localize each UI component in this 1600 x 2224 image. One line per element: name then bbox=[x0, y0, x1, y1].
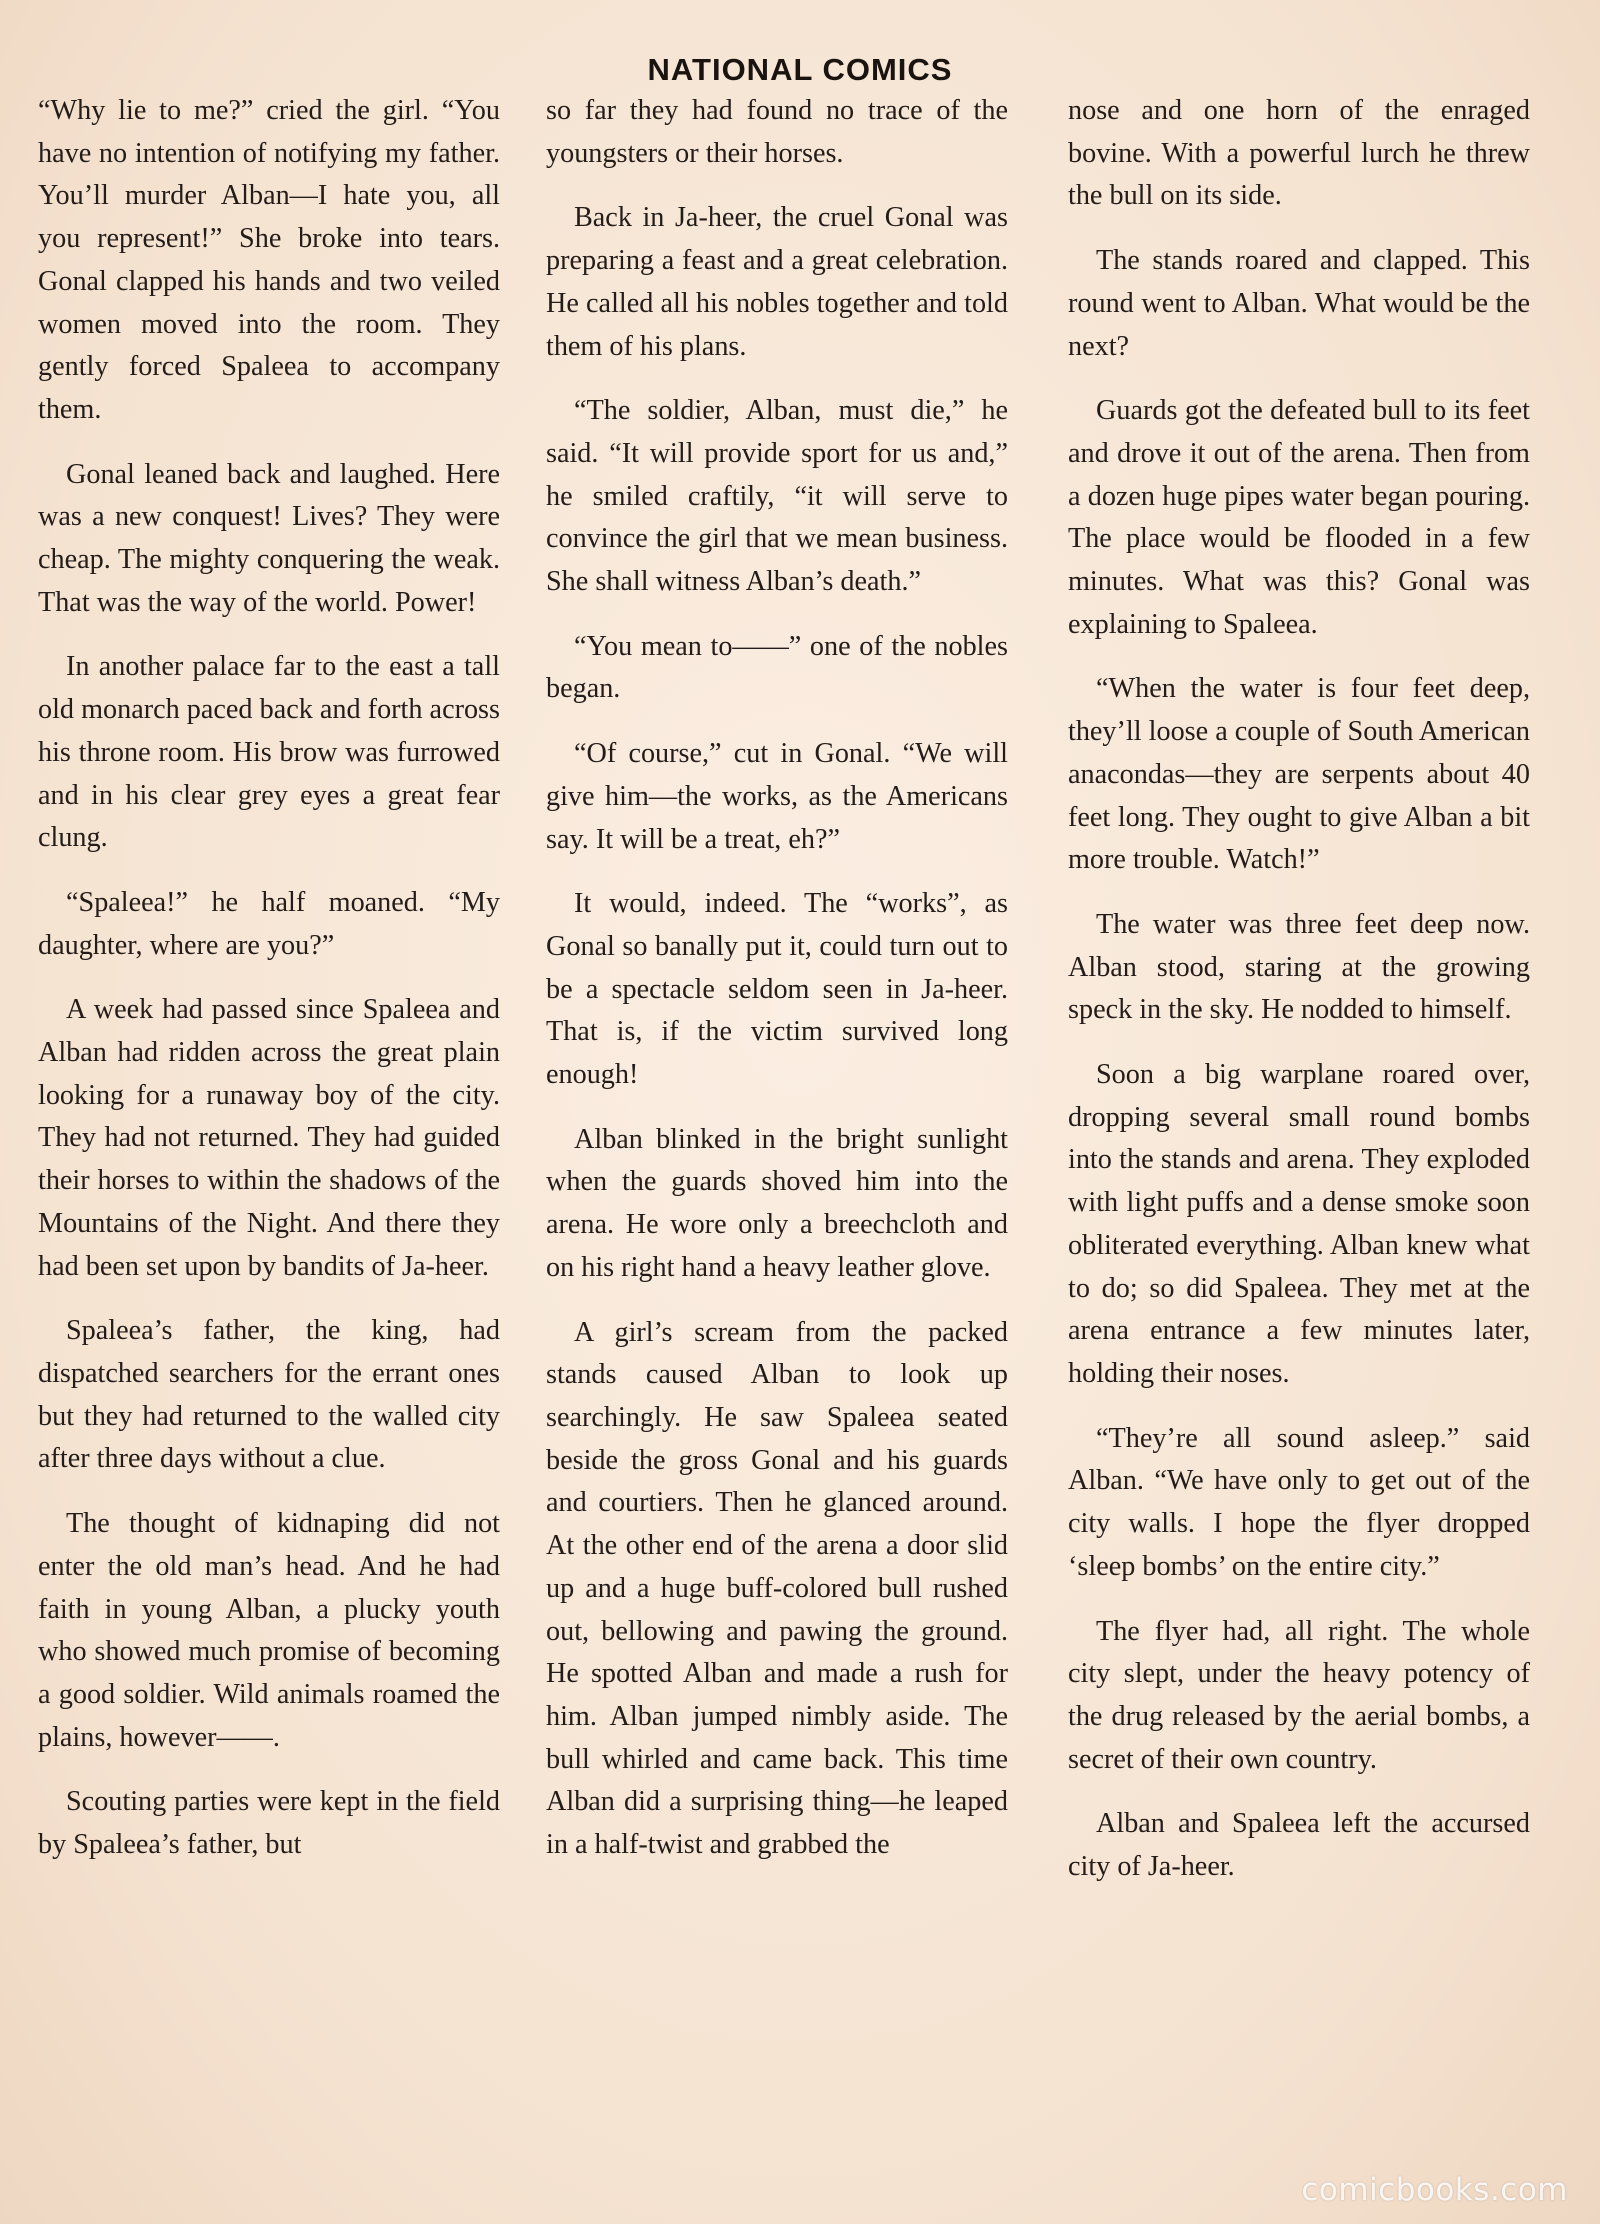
paragraph: “Of course,” cut in Gonal. “We will give him—the works, as the Americans say. It will be a treat, eh?” bbox=[546, 738, 1008, 855]
paragraph: “They’re all sound asleep.” said Alban. “We have only to get out of the city walls. I hope the flyer dropped ‘sleep bombs’ on the entire city.” bbox=[1068, 1422, 1530, 1582]
paragraph: “Why lie to me?” cried the girl. “You have no intention of notifying my father. You’ll murder Alban—I hate you, all you represent!” She broke into tears. Gonal clapped his hands and two veiled women moved into the room. They gently forced Spaleea to accompany them. bbox=[38, 95, 500, 425]
paragraph: The water was three feet deep now. Alban stood, staring at the growing speck in the sky. He nodded to himself. bbox=[1068, 908, 1530, 1026]
page-header: NATIONAL COMICS bbox=[647, 52, 953, 87]
paragraph: Guards got the defeated bull to its feet and drove it out of the arena. Then from a dozen huge pipes water began pouring. The place would be flooded in a few minutes. What was this? Gonal was explaining to Spaleea. bbox=[1068, 395, 1530, 640]
paragraph: Soon a big warplane roared over, dropping several small round bombs into the stands and arena. They exploded with light puffs and a dense smoke soon obliterated everything. Alban knew what to do; so did Spaleea. They met at the arena entrance a few minutes later, holding their noses. bbox=[1068, 1059, 1530, 1389]
paragraph: Back in Ja-heer, the cruel Gonal was preparing a feast and a great celebration. He called all his nobles together and told them of his plans. bbox=[546, 202, 1008, 362]
paragraph: The stands roared and clapped. This round went to Alban. What would be the next? bbox=[1068, 245, 1530, 362]
paragraph: so far they had found no trace of the youngsters or their horses. bbox=[546, 95, 1008, 169]
paragraph: Gonal leaned back and laughed. Here was a new conquest! Lives? They were cheap. The mighty conquering the weak. That was the way of the world. Power! bbox=[38, 458, 500, 618]
paragraph: “Spaleea!” he half moaned. “My daughter, where are you?” bbox=[38, 886, 500, 961]
paragraph: A girl’s scream from the packed stands caused Alban to look up searchingly. He saw Spaleea seated beside the gross Gonal and his guards and courtiers. Then he glanced around. At the other end of the arena a door slid up and a huge buff-colored bull rushed out, bellowing and pawing the ground. He spotted Alban and made a rush for him. Alban jumped nimbly aside. The bull whirled and came back. This time Alban did a surprising thing—he leaped in a half-twist and grabbed the bbox=[546, 1316, 1008, 1861]
paragraph: Alban blinked in the bright sunlight when the guards shoved him into the arena. He wore only a breechcloth and on his right hand a heavy leather glove. bbox=[546, 1123, 1008, 1283]
watermark: comicbooks.com bbox=[1301, 2172, 1568, 2208]
paragraph: nose and one horn of the enraged bovine. With a powerful lurch he threw the bull on its side. bbox=[1068, 95, 1530, 212]
paragraph: Spaleea’s father, the king, had dispatched searchers for the errant ones but they had returned to the walled city after three days without a clue. bbox=[38, 1315, 500, 1475]
paragraph: “The soldier, Alban, must die,” he said. “It will provide sport for us and,” he smiled craftily, “it will serve to convince the girl that we mean business. She shall witness Alban’s death.” bbox=[546, 395, 1008, 598]
paragraph: A week had passed since Spaleea and Alban had ridden across the great plain looking for a runaway boy of the city. They had not returned. They had guided their horses to within the shadows of the Mountains of the Night. And there they had been set upon by bandits of Ja-heer. bbox=[38, 994, 500, 1282]
paragraph: It would, indeed. The “works”, as Gonal so banally put it, could turn out to be a spectacle seldom seen in Ja-heer. That is, if the victim survived long enough! bbox=[546, 888, 1008, 1091]
paragraph: The flyer had, all right. The whole city slept, under the heavy potency of the drug released by the aerial bombs, a secret of their own country. bbox=[1068, 1615, 1530, 1775]
text-column-2 bbox=[546, 90, 1008, 1889]
paragraph: “When the water is four feet deep, they’ll loose a couple of South American anacondas—they are serpents about 40 feet long. They ought to give Alban a bit more trouble. Watch!” bbox=[1068, 673, 1530, 876]
paragraph: In another palace far to the east a tall old monarch paced back and forth across his throne room. His brow was furrowed and in his clear grey eyes a great fear clung. bbox=[38, 651, 500, 854]
paragraph: Alban and Spaleea left the accursed city of Ja-heer. bbox=[1068, 1808, 1530, 1883]
paragraph: Scouting parties were kept in the field by Spaleea’s father, but bbox=[38, 1786, 500, 1861]
text-column-1 bbox=[38, 90, 500, 1889]
paragraph: The thought of kidnaping did not enter the old man’s head. And he had faith in young Alban, a plucky youth who showed much promise of becoming a good soldier. Wild animals roamed the plains, however——. bbox=[38, 1508, 500, 1753]
text-column-3 bbox=[1068, 90, 1530, 1911]
paragraph: “You mean to——” one of the nobles began. bbox=[546, 630, 1008, 705]
